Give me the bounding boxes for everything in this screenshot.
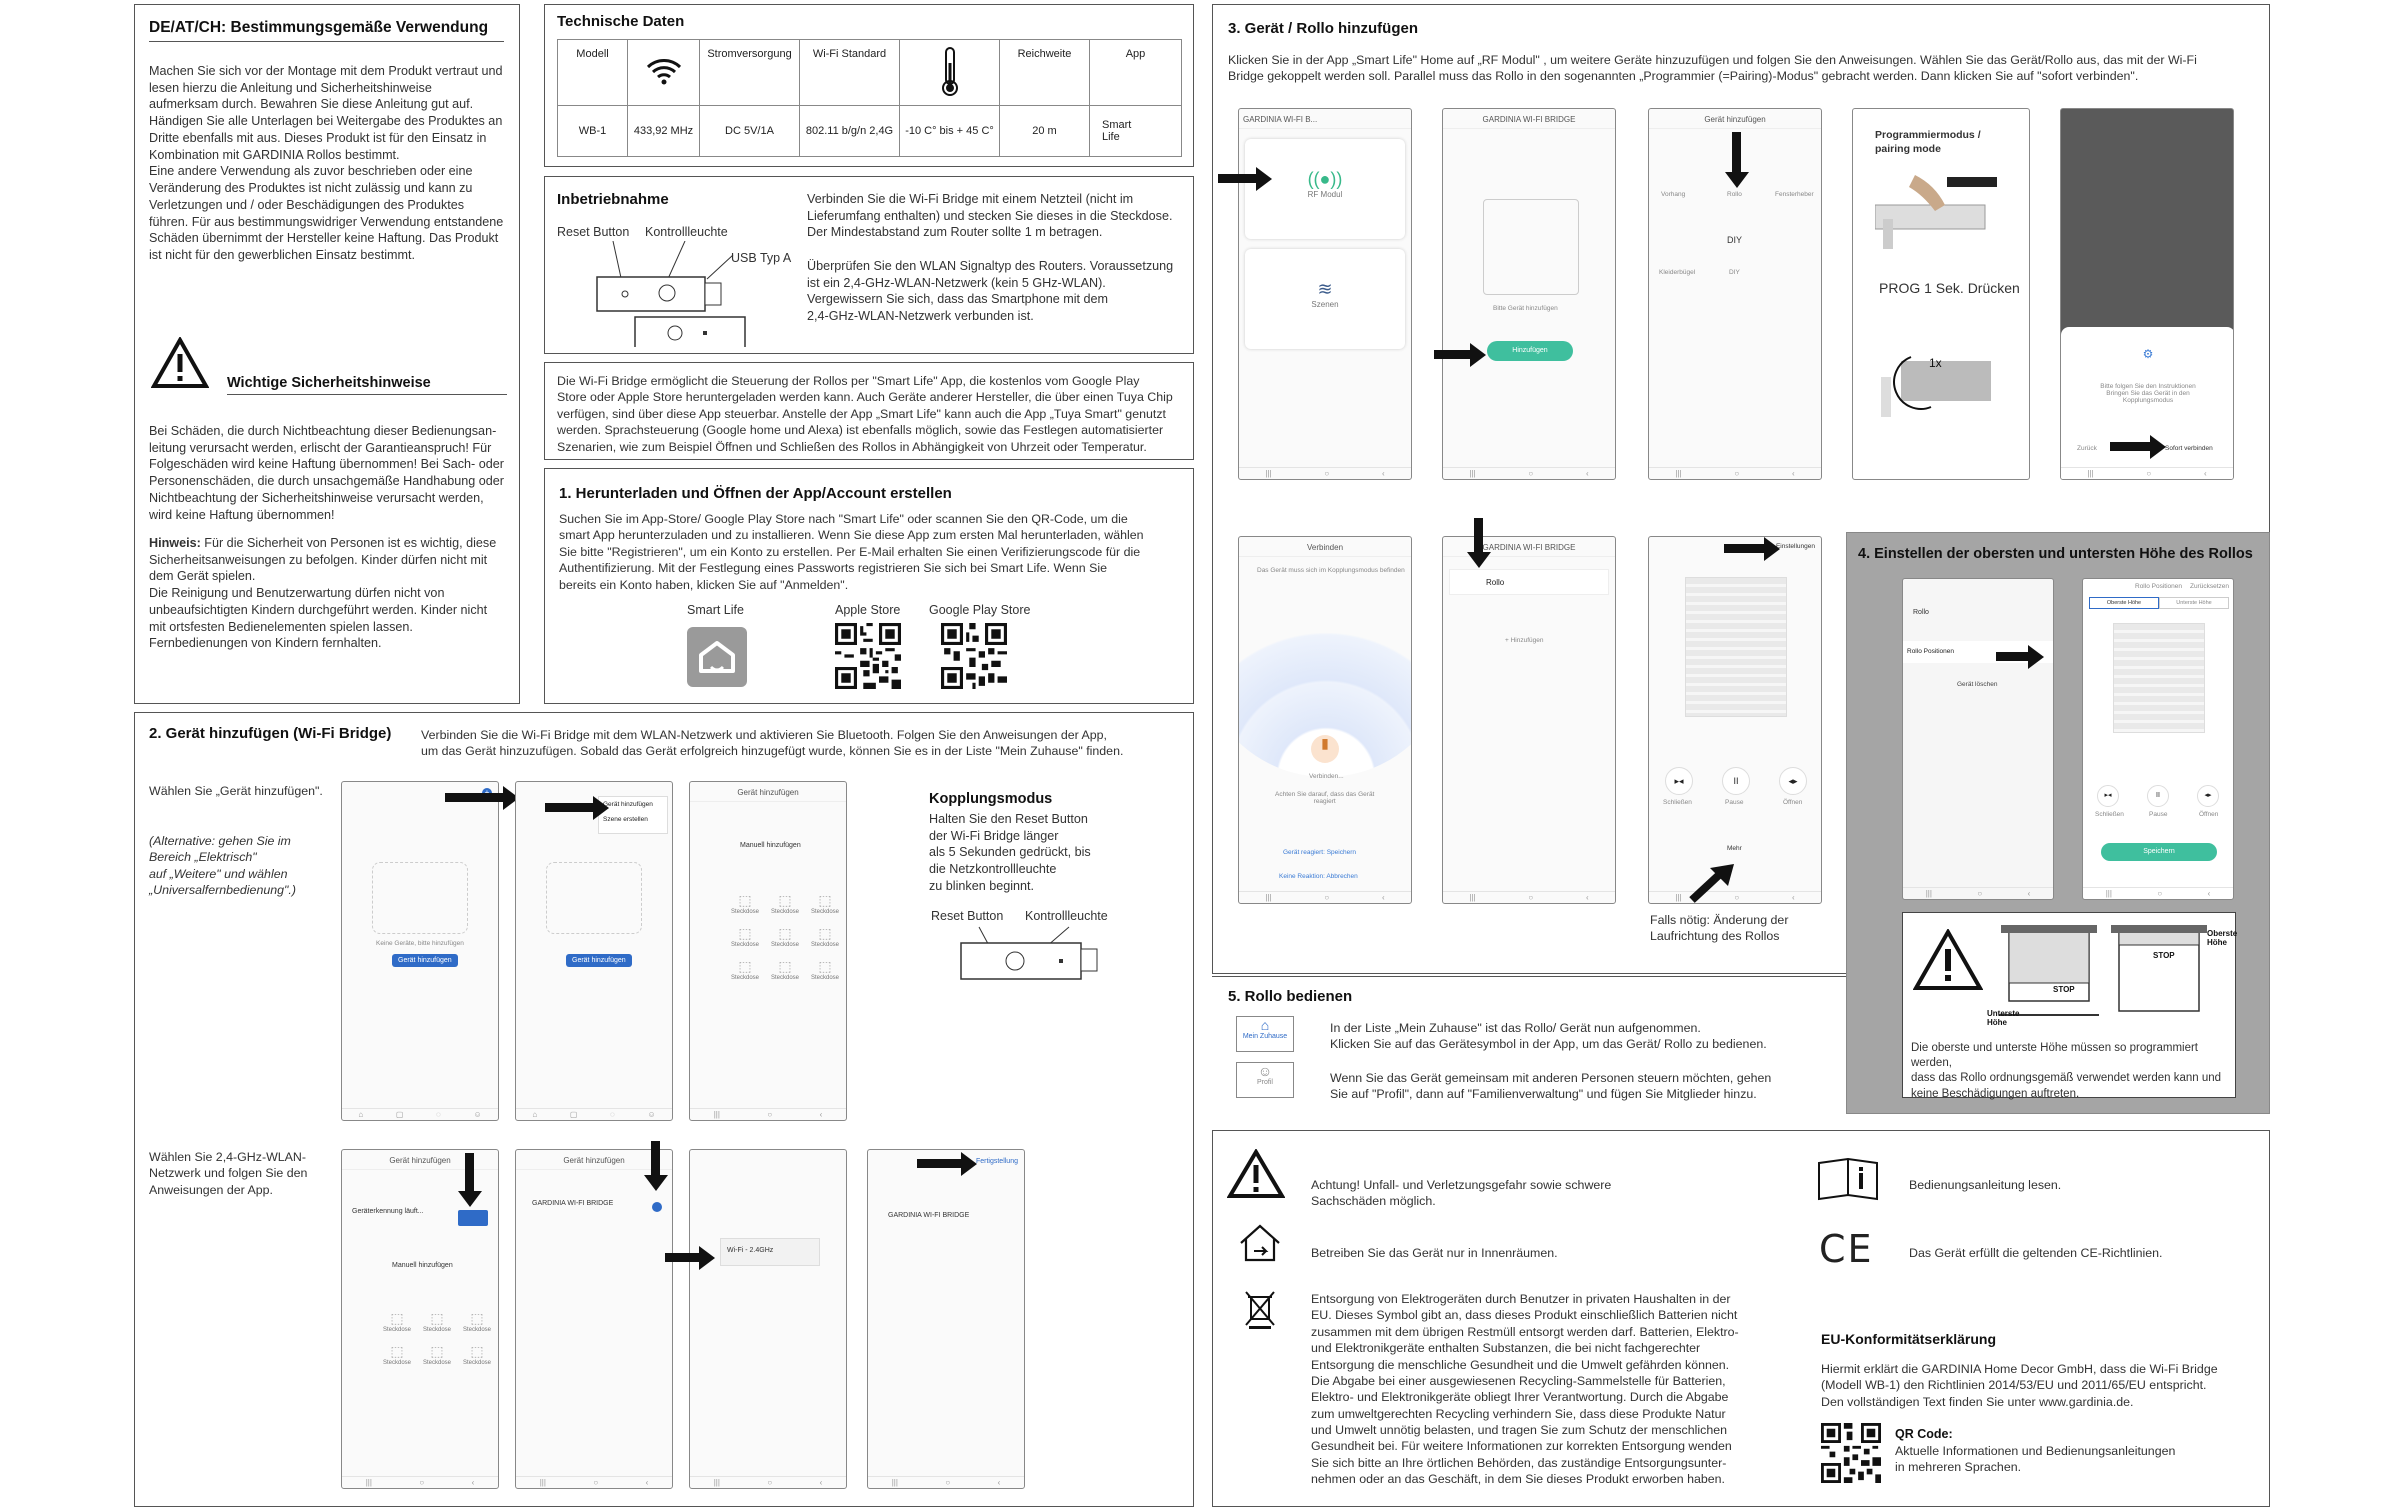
wifi-field[interactable]: Wi-Fi - 2.4GHz: [720, 1238, 820, 1266]
step2-heading: 2. Gerät hinzufügen (Wi-Fi Bridge): [149, 725, 392, 742]
settings-icon: ⚙: [2142, 347, 2154, 361]
step2-intro: Verbinden Sie die Wi-Fi Bridge mit dem WLAN-Netzwerk und aktivieren Sie Bluetooth. Folgen Sie den Anweisungen der App, um das Gerät hinzuzufügen. Sobald das Gerät erfolgreich hinzugefügt wurde, können Sie es in der Liste "Mein Zuhause" finden.: [421, 728, 1124, 759]
btn-pause[interactable]: II: [1722, 767, 1750, 795]
manual-text: Bedienungsanleitung lesen.: [1909, 1178, 2062, 1192]
warning-icon: [1913, 929, 1983, 991]
btn-close[interactable]: ▸◂: [2097, 785, 2119, 807]
safety-heading: Wichtige Sicherheitshinweise: [227, 375, 507, 395]
val-frequency: 433,92 MHz: [628, 106, 700, 157]
thermometer-icon: [900, 40, 1000, 106]
delete-device[interactable]: Gerät löschen: [1957, 681, 1998, 688]
scenes-label: Szenen: [1311, 300, 1339, 309]
arrow-to-menu: [545, 803, 595, 812]
qr-code-manuals[interactable]: [1821, 1423, 1881, 1483]
positions-title: Rollo Positionen: [2135, 583, 2182, 590]
hint-label: Hinweis:: [149, 536, 201, 550]
instruction-sheet: [2061, 327, 2234, 480]
label-usb: USB Typ A: [731, 251, 792, 265]
arrow-to-plus: [445, 793, 505, 802]
arrow-down-add: [465, 1153, 474, 1193]
tech-data-panel: [544, 4, 1194, 167]
bottom-nav: ||| ○ ‹: [2083, 887, 2233, 899]
rollo-name: Rollo: [1486, 578, 1505, 587]
scenes-tile[interactable]: [1245, 249, 1405, 349]
val-model: WB-1: [558, 106, 628, 157]
nav-scene-icon[interactable]: ▢: [395, 1110, 404, 1119]
step5-divider: [1212, 976, 1846, 977]
hint-text: Für die Sicherheit von Personen ist es wichtig, diese Sicherheitsanweisungen zu befolgen. Kinder dürfen nicht mit dem Gerät spielen. Die Reinigung und Benutzerwartung dürfen nicht von unbeaufsichtigten Kindern durchgeführt werden. Kinder nicht mit ortsfesten Bedienelementen spielen lassen. Fernbedienungen von Kindern fernhalten.: [149, 536, 497, 651]
label-reset-button: Reset Button: [557, 225, 630, 239]
arrow-to-done: [917, 1159, 963, 1168]
label-open: Öffnen: [2199, 811, 2219, 818]
add-device-hint: Bitte Gerät hinzufügen: [1493, 305, 1558, 312]
label-smart-life: Smart Life: [687, 603, 744, 617]
step5-text-1: In der Liste „Mein Zuhause" ist das Rollo/ Gerät nun aufgenommen. Klicken Sie auf das Gerätesymbol in der App, um das Gerät/ Rollo zu bedienen.: [1330, 1021, 1767, 1052]
screen-title: GARDINIA WI-FI BRIDGE: [1443, 537, 1615, 557]
manual-book-icon: [1817, 1157, 1879, 1203]
weee-text: Entsorgung von Elektrogeräten durch Benutzer in privaten Haushalten in der EU. Dieses Symbol gibt an, dass dieses Produkt einschließlich Batterien nicht zusammen mit dem übrigen Restmüll entsorgt werden darf. Batterien, Elektro- und Elektronikgeräte enthalten Substanzen, die bei nicht fachgerechter Entsorgung die menschliche Gesundheit und die Umwelt gefährden können. Die Abgabe bei einer ausgewiesenen Recycling-Sammelstelle für Batterien, Elektro- und Elektronikgeräte obliegt Ihrer Verantwortung. Durch die Abgabe zum umweltgerechten Recycling verhindern Sie, dass diese Produkte Natur und Umwelt unnötig belasten, und tragen Sie zum Schutz der menschlichen Gesundheit bei. Für weitere Informationen zur korrekten Entsorgung wenden Sie sich bitte an Ihre örtlichen Behörden, das zuständige Entsorgungsunter- nehmen oder an das Geschäft, in dem Sie dieses Produkt erworben haben.: [1311, 1292, 1739, 1487]
profile-tab-label: Profil: [1257, 1079, 1273, 1086]
setup-heading: Inbetriebnahme: [557, 191, 669, 208]
warning-icon: [1227, 1149, 1285, 1199]
indoor-text: Betreiben Sie das Gerät nur in Innenräumen.: [1311, 1246, 1558, 1260]
tech-heading: Technische Daten: [557, 13, 685, 30]
direction-note: Falls nötig: Änderung der Laufrichtung des Rollos: [1650, 913, 1789, 944]
safety-hint: [149, 535, 509, 652]
setup-text: Verbinden Sie die Wi-Fi Bridge mit einem Netzteil (nicht im Lieferumfang enthalten) und stecken Sie dieses in die Steckdose. Der Mindestabstand zum Router sollte 1 m betragen. Überprüfen Sie den WLAN Signaltyp des Routers. Voraussetzung ist ein 2,4-GHz-WLAN-Netzwerk (kein 5 GHz-WLAN). Vergewissern Sie sich, dass das Smartphone mit dem 2,4-GHz-WLAN-Netzwerk verbunden ist.: [807, 192, 1174, 324]
btn-open[interactable]: ◂▸: [1779, 767, 1807, 795]
bottom-nav: ||| ○ ‹: [1443, 467, 1615, 479]
step1-heading: 1. Herunterladen und Öffnen der App/Account erstellen: [559, 485, 952, 502]
label-close: Schließen: [1663, 799, 1692, 806]
step3-text: Klicken Sie in der App „Smart Life" Home auf „RF Modul" , um weitere Geräte hinzuzufügen und folgen Sie den Anweisungen. Wählen Sie das Gerät/Rollo aus, das mit der Wi-Fi Bridge gekoppelt werden soll. Parallel muss das Rollo in den sogenannten „Programmier (=Pairing)-Modus" gebracht werden. Dann klicken Sie auf "sofort verbinden".: [1228, 53, 2197, 84]
col-range: Reichweite: [1000, 40, 1090, 106]
save-button[interactable]: Speichern: [2101, 843, 2217, 861]
step1-text: Suchen Sie im App-Store/ Google Play Store nach "Smart Life" oder scannen Sie den QR-Code, um die smart App herunterzuladen und zu installieren. Wenn Sie diese App zum ersten Mal herunterladen, wählen Sie bitte "Registrieren", um ein Konto zu erstellen. Per E-Mail erhalten Sie einen Verifizierungscode für die Authentifizierung. Mit der Festlegung eines Passworts registrieren Sie sich bei Smart Life. Wenn Sie bereits ein Konto haben, klicken Sie auf "Anmelden".: [559, 512, 1144, 592]
screen-title: Gerät hinzufügen: [690, 782, 846, 802]
connect-now-link[interactable]: Sofort verbinden: [2165, 445, 2213, 452]
pairing-text: Halten Sie den Reset Button der Wi-Fi Bridge länger als 5 Sekunden gedrückt, bis die Netzkontrollleuchte zu blinken beginnt.: [929, 812, 1091, 893]
remote-illustration: [1483, 199, 1579, 295]
reset-link[interactable]: Zurücksetzen: [2189, 583, 2229, 590]
home-icon: ⌂: [1260, 1017, 1270, 1033]
label-close: Schließen: [2095, 811, 2124, 818]
done-link[interactable]: Fertigstellung: [975, 1158, 1018, 1165]
rf-signal-icon: ((●)): [1307, 169, 1343, 189]
stop-label-top: STOP: [2153, 951, 2175, 960]
nav-home-icon[interactable]: ⌂: [358, 1110, 364, 1119]
bottom-nav: ||| ○ ‹: [1239, 467, 1411, 479]
phone-finished: [867, 1149, 1025, 1489]
bottom-nav: ||| ○ ‹: [690, 1108, 846, 1120]
intended-use-text: Machen Sie sich vor der Montage mit dem Produkt vertraut und lesen hierzu die Anleitung und Sicherheitshinweise aufmerksam durch. Bewahren Sie diese Anleitung gut auf. Händigen Sie alle Unterlagen bei Weitergabe des Produktes an Dritte ebenfalls mit aus. Dieses Produkt ist für den Einsatz in Kombination mit GARDINIA Rollos bestimmt. Eine andere Verwendung als zuvor beschrieben oder eine Veränderung des Produktes ist nicht zulässig und kann zu Verletzungen und / oder Beschädigungen des Produktes führen. Für aus bestimmungswidriger Verwendung entstandene Schäden übernimmt der Hersteller keine Haftung. Das Produkt ist nicht für den gewerblichen Einsatz bestimmt.: [149, 64, 504, 263]
prog-instruction: PROG 1 Sek. Drücken: [1879, 280, 2020, 296]
stop-label-bottom: STOP: [2053, 985, 2075, 994]
pairing-heading: Kopplungsmodus: [929, 791, 1053, 807]
type-diy[interactable]: DIY: [1727, 235, 1743, 245]
phone-bridge-found: [515, 1149, 673, 1489]
tech-table: [557, 39, 1182, 157]
screen-title: GARDINIA WI-FI BRIDGE: [1443, 109, 1615, 129]
add-device-button[interactable]: Gerät hinzufügen: [566, 954, 632, 967]
bottom-nav: ||| ○ ‹: [690, 1476, 846, 1488]
qr-heading: QR Code:: [1895, 1427, 1953, 1441]
profile-icon: ☺: [1257, 1063, 1273, 1079]
label-open: Öffnen: [1783, 799, 1803, 806]
tab-bottom-height[interactable]: Unterste Höhe: [2159, 597, 2229, 609]
setup-panel: [544, 176, 1194, 354]
bottom-nav: ||| ○ ‹: [1239, 891, 1411, 903]
step4-heading: 4. Einstellen der obersten und untersten Höhe des Rollos: [1858, 546, 2253, 562]
empty-home-illustration: [372, 862, 468, 934]
arrow-to-rf-module: [1218, 174, 1258, 183]
arrow-to-connect: [2110, 442, 2152, 451]
type-curtain[interactable]: Vorhang: [1661, 191, 1686, 198]
phone-connect-now: [2060, 108, 2234, 480]
type-diy2[interactable]: DIY: [1729, 269, 1740, 276]
arrow-to-wifi: [665, 1253, 701, 1262]
nav-profile-icon[interactable]: ☺: [473, 1110, 482, 1119]
rollo-positions-label: Rollo Positionen: [1907, 648, 1954, 655]
no-reaction-cancel[interactable]: Keine Reaktion: Abbrechen: [1279, 873, 1358, 880]
layers-icon: ≋: [1317, 279, 1333, 299]
label-google-play: Google Play Store: [929, 603, 1031, 617]
manual-add-label: Manuell hinzufügen: [740, 842, 801, 849]
col-wifi-standard: Wi-Fi Standard: [800, 40, 900, 106]
ce-text: Das Gerät erfüllt die geltenden CE-Richtlinien.: [1909, 1246, 2163, 1260]
discovery-status: Geräterkennung läuft...: [352, 1208, 424, 1215]
indoor-house-icon: [1237, 1223, 1283, 1263]
bottom-nav: ||| ○ ‹: [1649, 467, 1821, 479]
manual-add-label: Manuell hinzufügen: [392, 1262, 453, 1269]
home-tab-label: Mein Zuhause: [1242, 1033, 1288, 1040]
col-power: Stromversorgung: [700, 40, 800, 106]
roller-stop-drawing: [1999, 923, 2209, 1033]
warning-icon: [151, 337, 209, 389]
qr-code-google-play[interactable]: [941, 623, 1007, 689]
settings-link[interactable]: Einstellungen: [1775, 543, 1815, 550]
step5-text-2: Wenn Sie das Gerät gemeinsam mit anderen Personen steuern möchten, gehen Sie auf "Profil", dann auf "Familienverwaltung" und fügen Sie Mitglieder hinzu.: [1330, 1071, 1772, 1102]
programming-mode-card: [1852, 108, 2030, 480]
menu-create-scene[interactable]: Szene erstellen: [603, 816, 648, 823]
svg-text:1x: 1x: [1929, 356, 1942, 370]
label-pause: Pause: [1725, 799, 1744, 806]
val-power: DC 5V/1A: [700, 106, 800, 157]
btn-pause[interactable]: II: [2147, 785, 2169, 807]
screen-title: Verbinden: [1239, 537, 1411, 557]
arrow-to-more: [1686, 862, 1736, 906]
back-link[interactable]: Zurück: [2077, 445, 2097, 452]
home-tab-icon[interactable]: [1236, 1016, 1294, 1052]
no-device-text: Keine Geräte, bitte hinzufügen: [376, 940, 464, 947]
bottom-nav: ⌂ ▢ ◌ ☺: [516, 1108, 672, 1120]
rollo-item[interactable]: [1449, 569, 1609, 595]
tab-top-height[interactable]: Oberste Höhe: [2089, 597, 2159, 609]
arrow-to-positions: [1996, 652, 2030, 661]
intro-text: Die Wi-Fi Bridge ermöglicht die Steuerung der Rollos per "Smart Life" App, die kostenlos vom Google Play Store oder Apple Store heruntergeladen werden kann. Auch Geräte anderer Hersteller, die über einen Tuya Chip verfügen, sind über diese App steuerbar. Anstelle der App „Smart Life" kann auch die App „Tuya Smart" genutzt werden. Sprachsteuerung (Google home und Alexa) ist ebenfalls möglich, sowie das Festlegen automatisierter Szenarien, wie zum Beispiel Öffnen und Schließen des Rollos in Abhängigkeit von Uhrzeit oder Temperatur.: [557, 374, 1173, 454]
device-reacts-save[interactable]: Gerät reagiert: Speichern: [1283, 849, 1356, 856]
qr-text: Aktuelle Informationen und Bedienungsanleitungen in mehreren Sprachen.: [1895, 1444, 2176, 1475]
plus-icon[interactable]: +: [482, 788, 492, 798]
label-pause: Pause: [2149, 811, 2168, 818]
type-hanger[interactable]: Kleiderbügel: [1659, 269, 1696, 276]
bottom-nav: ||| ○ ‹: [868, 1476, 1024, 1488]
add-plus-icon[interactable]: [652, 1202, 662, 1212]
phone-add-menu: [515, 781, 673, 1121]
phone-manual-add: [689, 781, 847, 1121]
follow-instructions: Bitte folgen Sie den Instruktionen Bringen Sie das Gerät in den Kopplungsmodus: [2100, 383, 2196, 404]
pairing-label-led: Kontrollleuchte: [1025, 909, 1108, 923]
safety-text: Bei Schäden, die durch Nichtbeachtung dieser Bedienungsan- leitung verursacht werden, erlischt der Garantieanspruch! Für Folgeschäden wird keine Haftung übernommen! Bei Sach- oder Personenschäden, die durch unsachgemäße Handhabung oder Nichtbeachtung der Sicherheitshinweise verursacht werden, wird keine Haftung übernommen!: [149, 424, 504, 522]
phone-home-empty: [341, 781, 499, 1121]
col-app: App: [1090, 40, 1182, 106]
phone-rollo-list: [1442, 536, 1616, 904]
profile-tab-icon[interactable]: [1236, 1062, 1294, 1098]
screen-title: Gerät hinzufügen: [1649, 109, 1821, 129]
type-window[interactable]: Fensterheber: [1775, 191, 1814, 198]
wifi-icon: [628, 40, 700, 106]
val-wifi: 802.11 b/g/n 2,4G: [800, 106, 900, 157]
warning-text: Achtung! Unfall- und Verletzungsgefahr sowie schwere Sachschäden möglich.: [1311, 1178, 1612, 1209]
arrow-to-add: [1434, 350, 1472, 359]
intro-panel: [544, 362, 1194, 460]
rf-module-label: RF Modul: [1307, 190, 1343, 199]
bottom-nav: ||| ○ ‹: [1649, 891, 1821, 903]
bridge-device-drawing: [595, 241, 765, 347]
nav-smart-icon[interactable]: ◌: [436, 1110, 441, 1119]
step2-wifi-text: Wählen Sie 2,4-GHz-WLAN- Netzwerk und folgen Sie den Anweisungen der App.: [149, 1150, 308, 1197]
rollo-title: Rollo: [1913, 609, 1929, 616]
col-model: Modell: [558, 40, 628, 106]
phone-positions: [2082, 578, 2234, 900]
bottom-nav: [342, 1108, 498, 1120]
phone-bridge-home: [1442, 108, 1616, 480]
weee-bin-icon: [1243, 1289, 1277, 1329]
connecting-hint: Das Gerät muss sich im Kopplungsmodus befinden: [1257, 567, 1405, 574]
bridge-name: GARDINIA WI-FI BRIDGE: [532, 1200, 614, 1207]
roller-preview: [2113, 623, 2205, 733]
empty-home-illustration: [546, 862, 642, 934]
phone-wifi-select: [689, 1149, 847, 1489]
connecting-note: Achten Sie darauf, dass das Gerät reagiert: [1275, 791, 1375, 805]
top-height-label: Oberste Höhe: [2207, 929, 2238, 947]
phone-rollo-settings: [1902, 578, 2054, 900]
type-roller[interactable]: Rollo: [1727, 191, 1742, 198]
roller-press-drawing: [1875, 175, 2015, 249]
roller-preview: [1685, 577, 1787, 717]
screen-title: GARDINIA WI-FI B...: [1239, 109, 1411, 129]
add-more[interactable]: + Hinzufügen: [1505, 637, 1544, 644]
footer-panel: [1212, 1130, 2270, 1507]
pairing-label-reset: Reset Button: [931, 909, 1004, 923]
btn-open[interactable]: ◂▸: [2197, 785, 2219, 807]
rotate-1x-drawing: [1881, 347, 2001, 427]
device-category-grid[interactable]: ⬚ Steckdose ⬚ Steckdose ⬚ Steckdose ⬚ Steckdose ⬚ Steckdose ⬚ Steckdose: [382, 1310, 492, 1366]
bridge-name: GARDINIA WI-FI BRIDGE: [888, 1212, 970, 1219]
device-icon: ▮: [1311, 735, 1339, 763]
height-warning-text: Die oberste und unterste Höhe müssen so programmiert werden, dass das Rollo ordnungsgemäß verwendet werden kann und keine Beschädigungen auftreten.: [1911, 1042, 2222, 1100]
eu-declaration-heading: EU-Konformitätserklärung: [1821, 1331, 1997, 1347]
connecting-status: Verbinden...: [1309, 773, 1344, 780]
label-control-led: Kontrollleuchte: [645, 225, 728, 239]
val-temp: -10 C° bis + 45 C°: [900, 106, 1000, 157]
device-category-grid[interactable]: ⬚ Steckdose ⬚ Steckdose ⬚ Steckdose ⬚ Steckdose ⬚ Steckdose ⬚ Steckdose ⬚ Steckdose ⬚ Steckdose ⬚ Steckdose: [730, 892, 840, 981]
prog-heading: Programmiermodus / pairing mode: [1875, 129, 1981, 155]
step2-choose-text: Wählen Sie „Gerät hinzufügen".: [149, 784, 323, 798]
bottom-height-label: Unterste Höhe: [1987, 1009, 2020, 1027]
ce-mark-icon: CE: [1819, 1227, 1874, 1271]
arrow-to-settings: [1724, 544, 1766, 553]
label-apple-store: Apple Store: [835, 603, 901, 617]
height-warning-box: [1902, 912, 2236, 1098]
bottom-nav: ||| ○ ‹: [1443, 891, 1615, 903]
step3-heading: 3. Gerät / Rollo hinzufügen: [1228, 20, 1419, 37]
smart-life-app-icon[interactable]: [687, 627, 747, 687]
btn-close[interactable]: ▸◂: [1665, 767, 1693, 795]
bottom-nav: ||| ○ ‹: [516, 1476, 672, 1488]
screen-title: Gerät hinzufügen: [342, 1150, 498, 1170]
bottom-nav: ||| ○ ‹: [2061, 467, 2233, 479]
val-range: 20 m: [1000, 106, 1090, 157]
arrow-down-roller: [1732, 132, 1741, 174]
add-button[interactable]: Hinzufügen: [1487, 341, 1573, 361]
go-add-button[interactable]: [458, 1210, 488, 1226]
phone-connecting: [1238, 536, 1412, 904]
step1-panel: [544, 468, 1194, 704]
step2-panel: [134, 712, 1194, 1507]
phone-rollo-control: [1648, 536, 1822, 904]
bottom-nav: ||| ○ ‹: [1903, 887, 2053, 899]
intended-use-panel: [134, 4, 520, 704]
menu-add-device[interactable]: Gerät hinzufügen: [603, 801, 653, 808]
step2-alternative-text: (Alternative: gehen Sie im Bereich „Elektrisch" auf „Weitere" und wählen „Universalfernbedienung".): [149, 834, 296, 898]
screen-title: Gerät hinzufügen: [516, 1150, 672, 1170]
add-device-button[interactable]: Gerät hinzufügen: [392, 954, 458, 967]
val-app: Smart Life: [1090, 106, 1182, 157]
phone-rf-module: [1238, 108, 1412, 480]
qr-code-apple-store[interactable]: [835, 623, 901, 689]
intended-use-heading: DE/AT/CH: Bestimmungsgemäße Verwendung: [149, 19, 504, 42]
eu-declaration-text: Hiermit erklärt die GARDINIA Home Decor GmbH, dass die Wi-Fi Bridge (Modell WB-1) den Richtlinien 2014/53/EU und 2011/65/EU entspricht. Den vollständigen Text finden Sie unter www.gardinia.de.: [1821, 1362, 2218, 1409]
more-link[interactable]: Mehr: [1727, 845, 1742, 852]
arrow-down-bridge: [651, 1141, 660, 1177]
pairing-device-drawing: [959, 925, 1109, 985]
arrow-down-rollo: [1474, 518, 1483, 554]
step5-heading: 5. Rollo bedienen: [1228, 988, 1353, 1005]
bottom-nav: ||| ○ ‹: [342, 1476, 498, 1488]
